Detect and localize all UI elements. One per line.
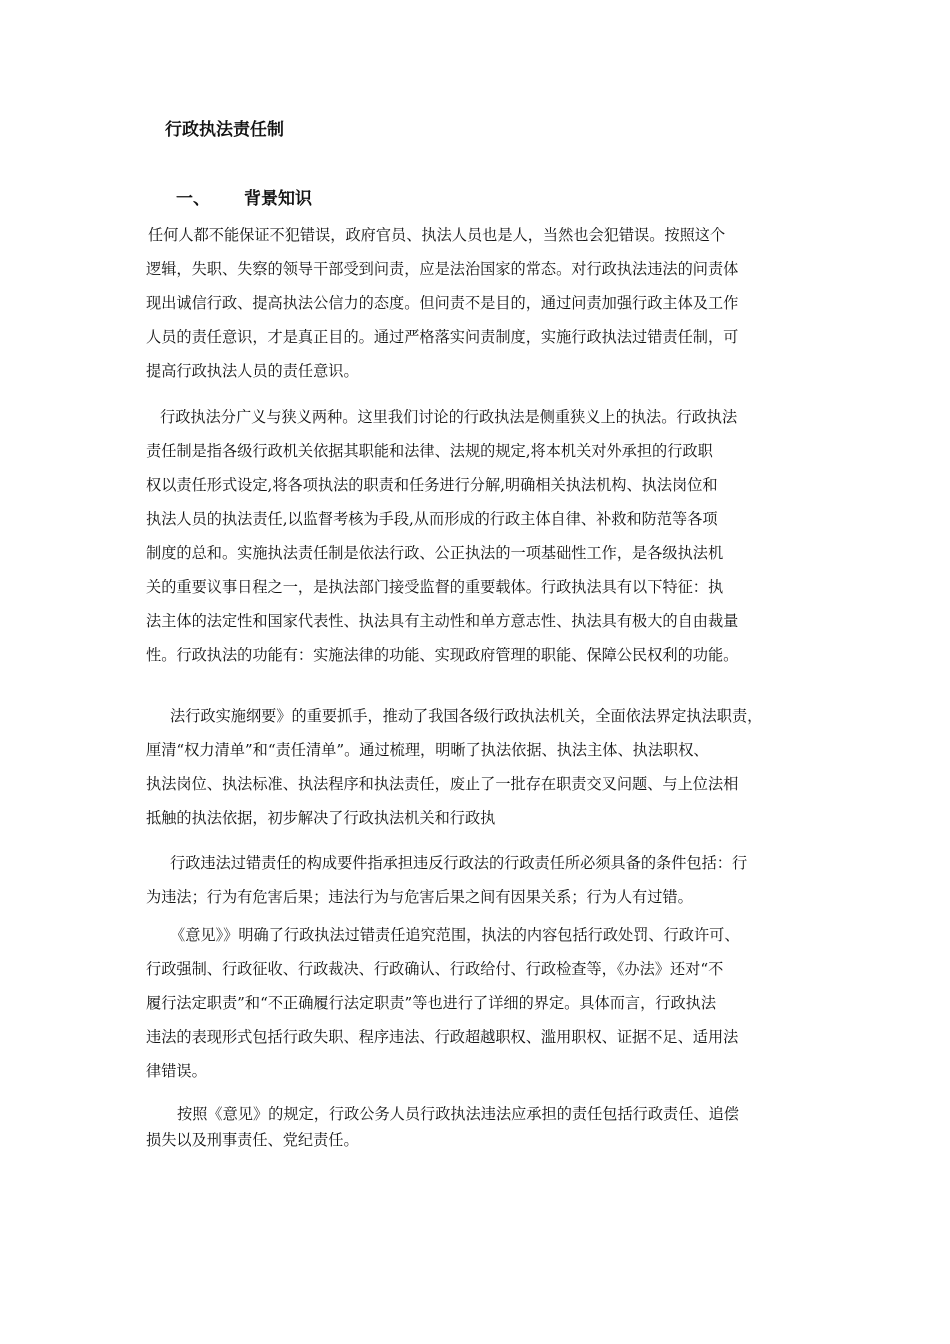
paragraph-line: 损失以及刑事责任、党纪责任。 bbox=[146, 1131, 359, 1149]
paragraph-line: 现出诚信行政、提高执法公信力的态度。但问责不是目的，通过问责加强行政主体及工作 bbox=[146, 294, 739, 312]
paragraph-line: 按照《意见》的规定，行政公务人员行政执法违法应承担的责任包括行政责任、追偿 bbox=[177, 1105, 739, 1123]
paragraph-6 bbox=[146, 1101, 814, 1153]
paragraph-line: 执法岗位、执法标准、执法程序和执法责任，废止了一批存在职责交叉问题、与上位法相 bbox=[146, 775, 739, 793]
paragraph-line: 行政执法分广义与狭义两种。这里我们讨论的行政执法是侧重狭义上的执法。行政执法 bbox=[160, 408, 738, 426]
paragraph-line: 为违法；行为有危害后果；违法行为与危害后果之间有因果关系；行为人有过错。 bbox=[146, 888, 693, 906]
paragraph-3 bbox=[146, 699, 814, 835]
paragraph-line: 行政强制、行政征收、行政裁决、行政确认、行政给付、行政检查等，《办法》还对“不 bbox=[146, 960, 724, 978]
section-heading bbox=[176, 186, 312, 212]
paragraph-line: 履行法定职责”和“不正确履行法定职责”等也进行了详细的界定。具体而言，行政执法 bbox=[146, 994, 717, 1012]
paragraph-line: 厘清“权力清单”和“责任清单”。通过梳理，明晰了执法依据、执法主体、执法职权、 bbox=[146, 741, 709, 759]
paragraph-line: 《意见》》明确了行政执法过错责任追究范围，执法的内容包括行政处罚、行政许可、 bbox=[170, 926, 740, 944]
paragraph-line: 抵触的执法依据，初步解决了行政执法机关和行政执 bbox=[146, 809, 496, 827]
paragraph-line: 法行政实施纲要》的重要抓手，推动了我国各级行政执法机关，全面依法界定执法职责， bbox=[170, 707, 763, 725]
document-title: 行政执法责任制 bbox=[165, 120, 284, 140]
paragraph-line: 行政违法过错责任的构成要件指承担违反行政法的行政责任所必须具备的条件包括：行 bbox=[170, 854, 748, 872]
paragraph-line: 责任制是指各级行政机关依据其职能和法律、法规的规定,将本机关对外承担的行政职 bbox=[146, 442, 713, 460]
paragraph-line: 关的重要议事日程之一，是执法部门接受监督的重要载体。行政执法具有以下特征：执 bbox=[146, 578, 724, 596]
paragraph-line: 违法的表现形式包括行政失职、程序违法、行政超越职权、滥用职权、证据不足、适用法 bbox=[146, 1028, 739, 1046]
paragraph-line: 任何人都不能保证不犯错误，政府官员、执法人员也是人，当然也会犯错误。按照这个 bbox=[148, 226, 726, 244]
section-number: 一、 bbox=[176, 189, 210, 209]
paragraph-line: 逻辑，失职、失察的领导干部受到问责，应是法治国家的常态。对行政执法违法的问责体 bbox=[146, 260, 739, 278]
paragraph-line: 人员的责任意识，才是真正目的。通过严格落实问责制度，实施行政执法过错责任制，可 bbox=[146, 328, 739, 346]
paragraph-line: 执法人员的执法责任,以监督考核为手段,从而形成的行政主体自律、补救和防范等各项 bbox=[146, 510, 718, 528]
paragraph-4 bbox=[146, 846, 814, 914]
paragraph-line: 法主体的法定性和国家代表性、执法具有主动性和单方意志性、执法具有极大的自由裁量 bbox=[146, 612, 739, 630]
paragraph-2 bbox=[146, 400, 814, 672]
paragraph-line: 性。行政执法的功能有：实施法律的功能、实现政府管理的职能、保障公民权利的功能。 bbox=[146, 646, 739, 664]
paragraph-line: 提高行政执法人员的责任意识。 bbox=[146, 362, 359, 380]
paragraph-line: 权以责任形式设定,将各项执法的职责和任务进行分解,明确相关执法机构、执法岗位和 bbox=[146, 476, 718, 494]
paragraph-5 bbox=[146, 918, 814, 1088]
paragraph-line: 律错误。 bbox=[146, 1062, 207, 1080]
paragraph-line: 制度的总和。实施执法责任制是依法行政、公正执法的一项基础性工作，是各级执法机 bbox=[146, 544, 724, 562]
section-title: 背景知识 bbox=[244, 189, 312, 209]
paragraph-1 bbox=[146, 218, 814, 388]
